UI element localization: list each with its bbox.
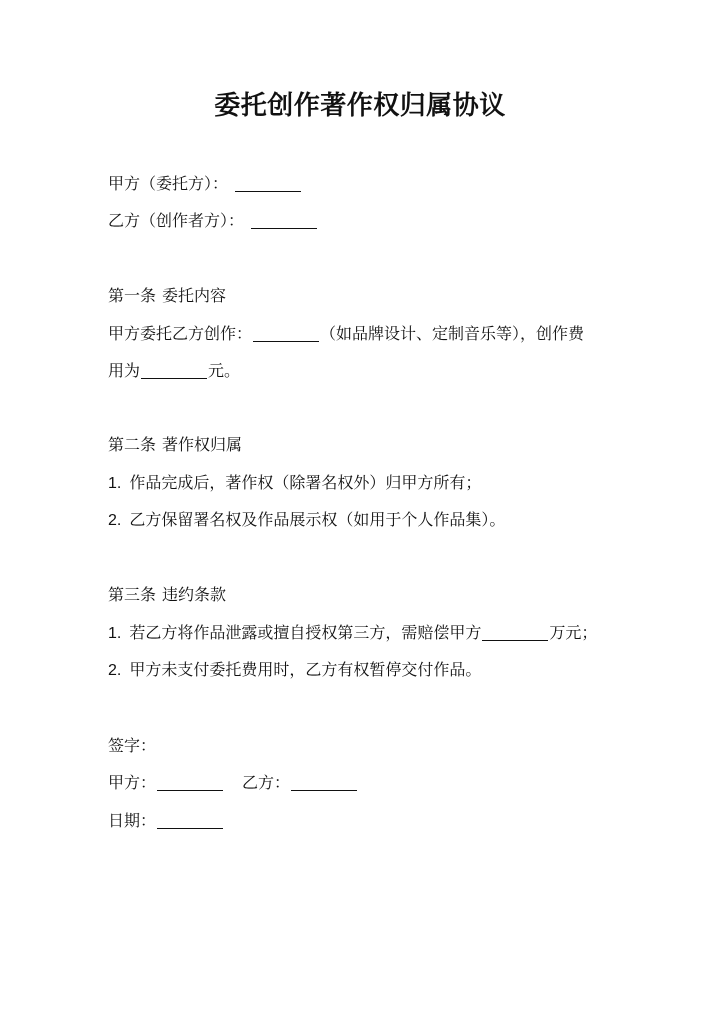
article3-heading xyxy=(108,583,226,607)
article3-item1-suffix: 万元； xyxy=(549,623,598,642)
signature-party-b-blank xyxy=(291,774,357,791)
article2-item2-num: 2. xyxy=(108,512,122,529)
article1-line1-suffix: （如品牌设计、定制音乐等），创作费 xyxy=(320,324,585,343)
signature-party-a-label: 甲方： xyxy=(108,773,157,792)
signature-date-blank xyxy=(157,812,223,829)
party-a-line xyxy=(108,172,302,196)
article1-line2 xyxy=(108,359,240,383)
signature-date-line xyxy=(108,809,224,833)
party-b-blank xyxy=(251,212,317,229)
article1-line1-prefix: 甲方委托乙方创作： xyxy=(108,324,253,343)
signature-heading: 签字： xyxy=(108,736,157,755)
article2-item2 xyxy=(108,508,505,533)
article3-item2-text: 甲方未支付委托费用时，乙方有权暂停交付作品。 xyxy=(129,660,482,679)
article3-item2-num: 2. xyxy=(108,662,122,679)
signature-party-a-blank xyxy=(157,774,223,791)
party-a-label: 甲方（委托方）： xyxy=(108,174,229,193)
article2-item1-num: 1. xyxy=(108,475,122,492)
article1-title: 委托内容 xyxy=(162,286,227,305)
article2-item1-text: 作品完成后，著作权（除署名权外）归甲方所有； xyxy=(129,473,482,492)
party-a-blank xyxy=(235,175,301,192)
article1-line1 xyxy=(108,322,584,346)
article3-item1-prefix: 若乙方将作品泄露或擅自授权第三方，需赔偿甲方 xyxy=(129,623,482,642)
signature-parties-line xyxy=(108,771,358,795)
compensation-blank xyxy=(482,624,548,641)
party-b-line xyxy=(108,209,318,233)
article1-heading xyxy=(108,284,226,308)
article1-line2-suffix: 元。 xyxy=(208,361,241,380)
article2-item1 xyxy=(108,471,481,496)
article1-line2-prefix: 用为 xyxy=(108,361,141,380)
work-content-blank xyxy=(253,325,319,342)
article2-heading xyxy=(108,433,242,457)
article2-item2-text: 乙方保留署名权及作品展示权（如用于个人作品集）。 xyxy=(129,510,506,529)
article2-title: 著作权归属 xyxy=(162,435,243,454)
article3-number: 第三条 xyxy=(108,585,157,604)
article1-number: 第一条 xyxy=(108,286,157,305)
fee-blank xyxy=(141,362,207,379)
document-title: 委托创作著作权归属协议 xyxy=(214,91,506,121)
signature-date-label: 日期： xyxy=(108,811,157,830)
article3-title: 违约条款 xyxy=(162,585,227,604)
article3-item2 xyxy=(108,658,481,683)
article3-item1 xyxy=(108,621,597,646)
article3-item1-num: 1. xyxy=(108,625,122,642)
article2-number: 第二条 xyxy=(108,435,157,454)
party-b-label: 乙方（创作者方）： xyxy=(108,211,245,230)
signature-party-b-label: 乙方： xyxy=(242,773,291,792)
